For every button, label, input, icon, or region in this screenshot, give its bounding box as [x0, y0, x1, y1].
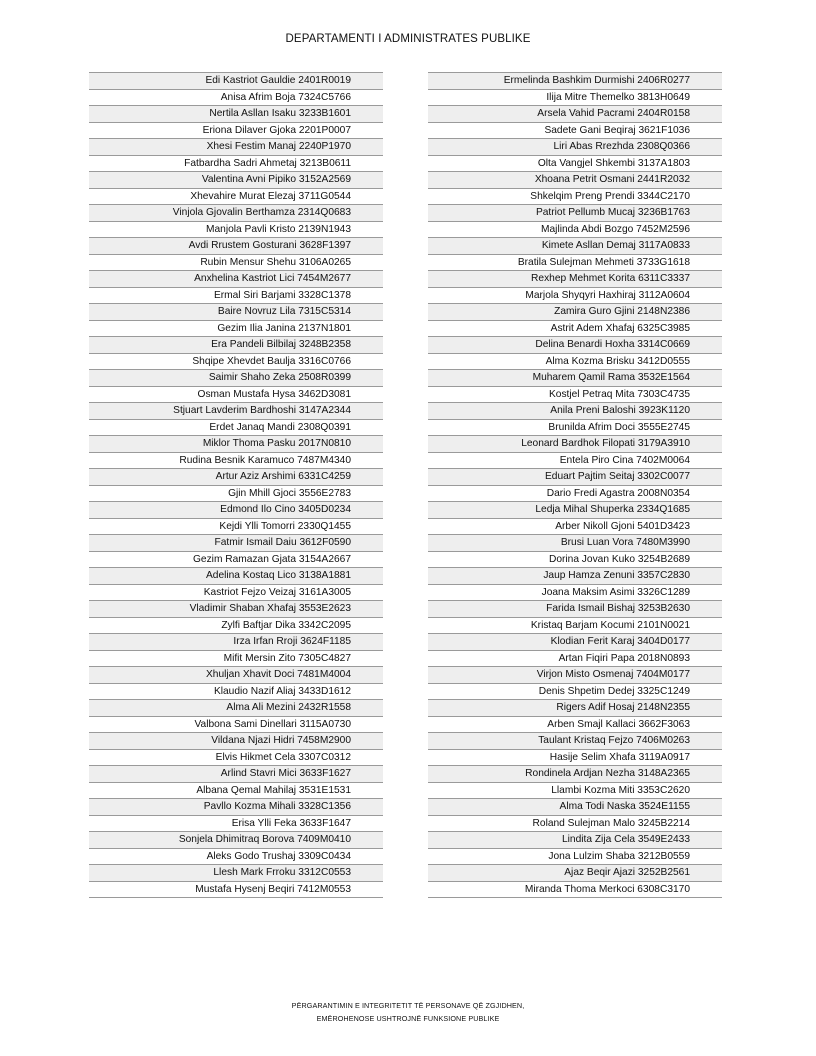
- table-row: Ajaz Beqir Ajazi 3252B2561: [428, 865, 722, 882]
- table-row: Edmond Ilo Cino 3405D0234: [89, 502, 383, 519]
- table-row: Rigers Adif Hosaj 2148N2355: [428, 700, 722, 717]
- footer-line-2: EMËROHENOSE USHTROJNË FUNKSIONE PUBLIKE: [316, 1014, 500, 1023]
- table-row: Sonjela Dhimitraq Borova 7409M0410: [89, 832, 383, 849]
- table-row: Leonard Bardhok Filopati 3179A3910: [428, 436, 722, 453]
- table-row: Rudina Besnik Karamuco 7487M4340: [89, 453, 383, 470]
- table-row: Roland Sulejman Malo 3245B2214: [428, 816, 722, 833]
- table-row: Ermal Siri Barjami 3328C1378: [89, 288, 383, 305]
- footer-line-1: PËRGARANTIMIN E INTEGRITETIT TË PERSONAVE QË ZGJIDHEN,: [291, 1001, 525, 1010]
- table-row: Miklor Thoma Pasku 2017N0810: [89, 436, 383, 453]
- table-row: Sadete Gani Beqiraj 3621F1036: [428, 123, 722, 140]
- table-row: Pavllo Kozma Mihali 3328C1356: [89, 799, 383, 816]
- table-row: Gjin Mhill Gjoci 3556E2783: [89, 486, 383, 503]
- table-row: Jaup Hamza Zenuni 3357C2830: [428, 568, 722, 585]
- table-row: Jona Lulzim Shaba 3212B0559: [428, 849, 722, 866]
- table-row: Kristaq Barjam Kocumi 2101N0021: [428, 618, 722, 635]
- page-footer: [0, 999, 816, 1025]
- table-row: Majlinda Abdi Bozgo 7452M2596: [428, 222, 722, 239]
- table-row: Brusi Luan Vora 7480M3990: [428, 535, 722, 552]
- table-row: Fatmir Ismail Daiu 3612F0590: [89, 535, 383, 552]
- table-row: Gezim Ramazan Gjata 3154A2667: [89, 552, 383, 569]
- table-row: Arber Nikoll Gjoni 5401D3423: [428, 519, 722, 536]
- table-row: Erisa Ylli Feka 3633F1647: [89, 816, 383, 833]
- table-row: Elvis Hikmet Cela 3307C0312: [89, 750, 383, 767]
- table-row: Edi Kastriot Gauldie 2401R0019: [89, 73, 383, 90]
- table-row: Arben Smajl Kallaci 3662F3063: [428, 717, 722, 734]
- table-row: Valbona Sami Dinellari 3115A0730: [89, 717, 383, 734]
- table-row: Zylfi Baftjar Dika 3342C2095: [89, 618, 383, 635]
- table-row: Albana Qemal Mahilaj 3531E1531: [89, 783, 383, 800]
- table-row: Eduart Pajtim Seitaj 3302C0077: [428, 469, 722, 486]
- table-row: Xhevahire Murat Elezaj 3711G0544: [89, 189, 383, 206]
- table-row: Delina Benardi Hoxha 3314C0669: [428, 337, 722, 354]
- table-row: Miranda Thoma Merkoci 6308C3170: [428, 882, 722, 899]
- table-row: Vildana Njazi Hidri 7458M2900: [89, 733, 383, 750]
- table-row: Dorina Jovan Kuko 3254B2689: [428, 552, 722, 569]
- table-row: Valentina Avni Pipiko 3152A2569: [89, 172, 383, 189]
- table-row: Manjola Pavli Kristo 2139N1943: [89, 222, 383, 239]
- table-row: Entela Piro Cina 7402M0064: [428, 453, 722, 470]
- table-row: Fatbardha Sadri Ahmetaj 3213B0611: [89, 156, 383, 173]
- table-row: Klodian Ferit Karaj 3404D0177: [428, 634, 722, 651]
- table-row: Dario Fredi Agastra 2008N0354: [428, 486, 722, 503]
- table-row: Hasije Selim Xhafa 3119A0917: [428, 750, 722, 767]
- table-row: Kostjel Petraq Mita 7303C4735: [428, 387, 722, 404]
- table-row: Shkelqim Preng Prendi 3344C2170: [428, 189, 722, 206]
- table-row: Xhoana Petrit Osmani 2441R2032: [428, 172, 722, 189]
- table-row: Muharem Qamil Rama 3532E1564: [428, 370, 722, 387]
- table-row: Olta Vangjel Shkembi 3137A1803: [428, 156, 722, 173]
- table-row: Stjuart Lavderim Bardhoshi 3147A2344: [89, 403, 383, 420]
- table-row: Alma Ali Mezini 2432R1558: [89, 700, 383, 717]
- table-row: Shqipe Xhevdet Baulja 3316C0766: [89, 354, 383, 371]
- table-row: Anisa Afrim Boja 7324C5766: [89, 90, 383, 107]
- table-row: Rexhep Mehmet Korita 6311C3337: [428, 271, 722, 288]
- table-row: Mifit Mersin Zito 7305C4827: [89, 651, 383, 668]
- table-row: Aleks Godo Trushaj 3309C0434: [89, 849, 383, 866]
- table-row: Vladimir Shaban Xhafaj 3553E2623: [89, 601, 383, 618]
- table-row: Vinjola Gjovalin Berthamza 2314Q0683: [89, 205, 383, 222]
- table-row: Llesh Mark Frroku 3312C0553: [89, 865, 383, 882]
- table-row: Ermelinda Bashkim Durmishi 2406R0277: [428, 73, 722, 90]
- table-row: Era Pandeli Bilbilaj 3248B2358: [89, 337, 383, 354]
- table-row: Rondinela Ardjan Nezha 3148A2365: [428, 766, 722, 783]
- table-row: Alma Todi Naska 3524E1155: [428, 799, 722, 816]
- table-row: Farida Ismail Bishaj 3253B2630: [428, 601, 722, 618]
- table-row: Ledja Mihal Shuperka 2334Q1685: [428, 502, 722, 519]
- table-row: Astrit Adem Xhafaj 6325C3985: [428, 321, 722, 338]
- table-row: Bratila Sulejman Mehmeti 3733G1618: [428, 255, 722, 272]
- table-row: Kimete Asllan Demaj 3117A0833: [428, 238, 722, 255]
- table-row: Lindita Zija Cela 3549E2433: [428, 832, 722, 849]
- table-row: Ilija Mitre Themelko 3813H0649: [428, 90, 722, 107]
- table-row: Saimir Shaho Zeka 2508R0399: [89, 370, 383, 387]
- table-row: Taulant Kristaq Fejzo 7406M0263: [428, 733, 722, 750]
- table-row: Arlind Stavri Mici 3633F1627: [89, 766, 383, 783]
- table-row: Denis Shpetim Dedej 3325C1249: [428, 684, 722, 701]
- table-row: Adelina Kostaq Lico 3138A1881: [89, 568, 383, 585]
- table-row: Nertila Asllan Isaku 3233B1601: [89, 106, 383, 123]
- right-name-list: [428, 72, 722, 898]
- table-row: Xhesi Festim Manaj 2240P1970: [89, 139, 383, 156]
- table-row: Liri Abas Rrezhda 2308Q0366: [428, 139, 722, 156]
- table-row: Kastriot Fejzo Veizaj 3161A3005: [89, 585, 383, 602]
- table-row: Artur Aziz Arshimi 6331C4259: [89, 469, 383, 486]
- table-row: Avdi Rrustem Gosturani 3628F1397: [89, 238, 383, 255]
- table-row: Baire Novruz Lila 7315C5314: [89, 304, 383, 321]
- left-name-list: [89, 72, 383, 898]
- table-row: Arsela Vahid Pacrami 2404R0158: [428, 106, 722, 123]
- table-row: Mustafa Hysenj Beqiri 7412M0553: [89, 882, 383, 899]
- table-row: Marjola Shyqyri Haxhiraj 3112A0604: [428, 288, 722, 305]
- table-row: Kejdi Ylli Tomorri 2330Q1455: [89, 519, 383, 536]
- table-row: Anila Preni Baloshi 3923K1120: [428, 403, 722, 420]
- table-row: Brunilda Afrim Doci 3555E2745: [428, 420, 722, 437]
- table-row: Anxhelina Kastriot Lici 7454M2677: [89, 271, 383, 288]
- table-row: Virjon Misto Osmenaj 7404M0177: [428, 667, 722, 684]
- table-row: Eriona Dilaver Gjoka 2201P0007: [89, 123, 383, 140]
- table-row: Xhuljan Xhavit Doci 7481M4004: [89, 667, 383, 684]
- table-row: Erdet Janaq Mandi 2308Q0391: [89, 420, 383, 437]
- table-row: Llambi Kozma Miti 3353C2620: [428, 783, 722, 800]
- table-row: Klaudio Nazif Aliaj 3433D1612: [89, 684, 383, 701]
- table-row: Rubin Mensur Shehu 3106A0265: [89, 255, 383, 272]
- table-row: Osman Mustafa Hysa 3462D3081: [89, 387, 383, 404]
- page-title: DEPARTAMENTI I ADMINISTRATES PUBLIKE: [285, 33, 531, 45]
- table-row: Patriot Pellumb Mucaj 3236B1763: [428, 205, 722, 222]
- table-row: Joana Maksim Asimi 3326C1289: [428, 585, 722, 602]
- table-row: Irza Irfan Rroji 3624F1185: [89, 634, 383, 651]
- table-row: Artan Fiqiri Papa 2018N0893: [428, 651, 722, 668]
- table-row: Gezim Ilia Janina 2137N1801: [89, 321, 383, 338]
- table-row: Zamira Guro Gjini 2148N2386: [428, 304, 722, 321]
- table-row: Alma Kozma Brisku 3412D0555: [428, 354, 722, 371]
